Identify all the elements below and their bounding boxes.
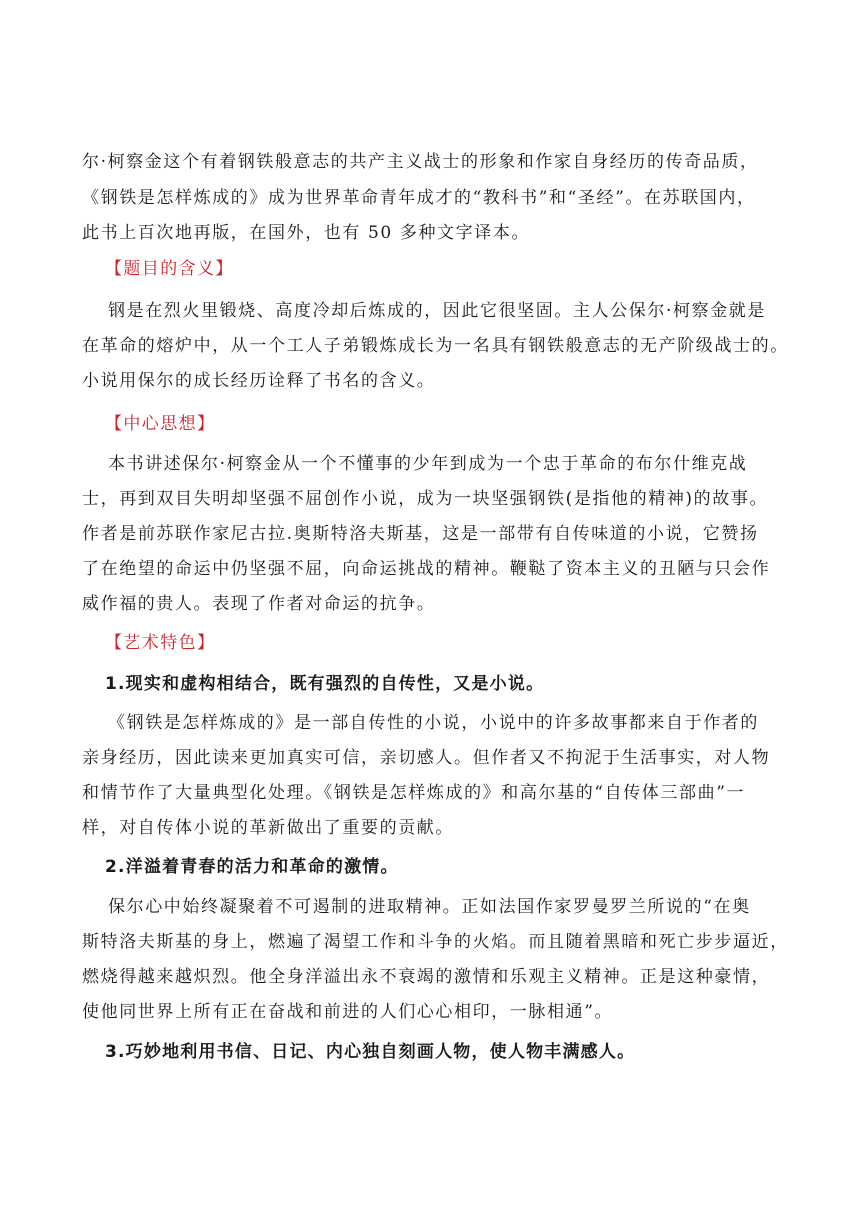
feature-title-1: 1.现实和虚构相结合，既有强烈的自传性，又是小说。 <box>105 674 545 694</box>
intro-line: 尔·柯察金这个有着钢铁般意志的共产主义战士的形象和作家自身经历的传奇品质， <box>82 152 759 172</box>
paragraph-line: 保尔心中始终凝聚着不可遏制的进取精神。正如法国作家罗曼罗兰所说的“在奥 <box>108 897 751 917</box>
paragraph-line: 了在绝望的命运中仍坚强不屈，向命运挑战的精神。鞭鞑了资本主义的丑陋与只会作 <box>82 559 771 579</box>
section-heading-art-features: 【艺术特色】 <box>105 633 216 653</box>
paragraph-line: 作者是前苏联作家尼古拉.奥斯特洛夫斯基，这是一部带有自传味道的小说，它赞扬 <box>82 524 759 544</box>
paragraph-line: 《钢铁是怎样炼成的》是一部自传性的小说，小说中的许多故事都来自于作者的 <box>108 713 759 733</box>
paragraph-line: 小说用保尔的成长经历诠释了书名的含义。 <box>82 371 436 391</box>
paragraph-line: 士，再到双目失明却坚强不屈创作小说，成为一块坚强钢铁(是指他的精神)的故事。 <box>82 489 769 509</box>
paragraph-line: 亲身经历，因此读来更加真实可信，亲切感人。但作者又不拘泥于生活事实，对人物 <box>82 748 771 768</box>
section-heading-title-meaning: 【题目的含义】 <box>105 259 234 279</box>
paragraph-line: 燃烧得越来越炽烈。他全身洋溢出永不衰竭的激情和乐观主义精神。正是这种豪情， <box>82 967 771 987</box>
intro-line: 《钢铁是怎样炼成的》成为世界革命青年成才的“教科书”和“圣经”。在苏联国内， <box>82 188 756 208</box>
paragraph-line: 本书讲述保尔·柯察金从一个不懂事的少年到成为一个忠于革命的布尔什维克战 <box>108 454 748 474</box>
feature-title-2: 2.洋溢着青春的活力和革命的激情。 <box>105 857 399 877</box>
paragraph-line: 样，对自传体小说的革新做出了重要的贡献。 <box>82 818 454 838</box>
paragraph-line: 使他同世界上所有正在奋战和前进的人们心心相印，一脉相通”。 <box>82 1002 614 1022</box>
feature-title-3: 3.巧妙地利用书信、日记、内心独自刻画人物，使人物丰满感人。 <box>105 1042 636 1062</box>
paragraph-line: 威作福的贵人。表现了作者对命运的抗争。 <box>82 594 436 614</box>
paragraph-line: 斯特洛夫斯基的身上，燃遍了渴望工作和斗争的火焰。而且随着黑暗和死亡步步逼近， <box>82 932 789 952</box>
paragraph-line: 在革命的熔炉中，从一个工人子弟锻炼成长为一名具有钢铁般意志的无产阶级战士的。 <box>82 336 789 356</box>
section-heading-central-idea: 【中心思想】 <box>105 414 216 434</box>
paragraph-line: 钢是在烈火里锻烧、高度冷却后炼成的，因此它很坚固。主人公保尔·柯察金就是 <box>108 301 767 321</box>
intro-line: 此书上百次地再版，在国外，也有 50 多种文字译本。 <box>82 223 531 243</box>
paragraph-line: 和情节作了大量典型化处理。《钢铁是怎样炼成的》和高尔基的“自传体三部曲”一 <box>82 783 746 803</box>
